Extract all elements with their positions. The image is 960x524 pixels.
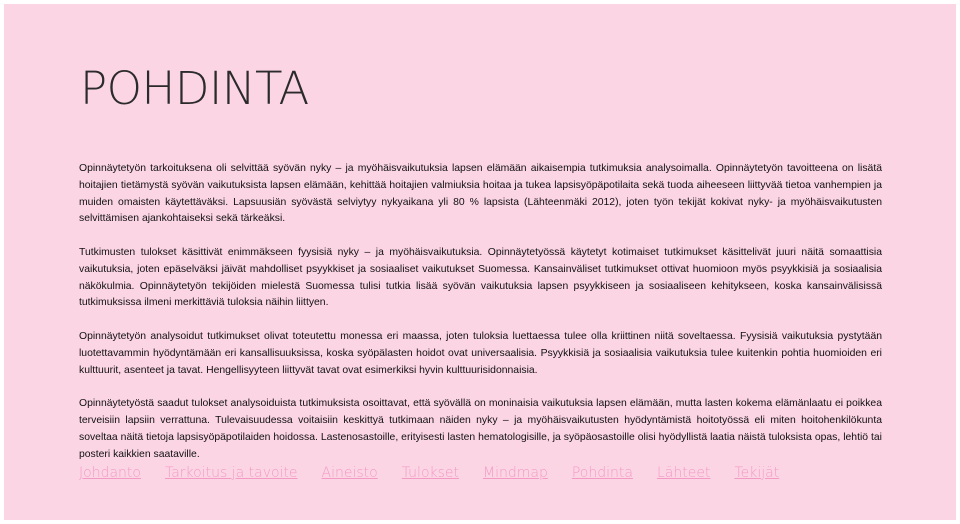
nav-link-pohdinta[interactable]: Pohdinta (571, 465, 633, 481)
paragraph: Opinnäytetyön analysoidut tutkimukset olivat toteutettu monessa eri maassa, joten tuloksia luettaessa tulee olla kriittinen niitä soveltaessa. Fyysisiä vaikutuksia pystytään luotettavammin hyödyntämään eri kansallisuuksissa, koska syöpälasten hoidot ovat universaalisia. Psyykkisiä ja sosiaalisia vaikutuksia tulee kuitenkin pohtia huomioiden eri kulttuurit, asenteet ja tavat. Hengellisyyteen liittyvät tavat ovat esimerkiksi hyvin kulttuurisidonnaisia. (79, 330, 882, 376)
navigation-bar (79, 465, 803, 481)
nav-link-lahteet[interactable]: Lähteet (656, 465, 711, 481)
nav-link-tulokset[interactable]: Tulokset (401, 465, 460, 481)
paragraph: Opinnäytetyöstä saadut tulokset analysoiduista tutkimuksista osoittavat, että syövällä on moninaisia vaikutuksia lapsen elämään, mutta lasten kokema elämänlaatu ei poikkea terveisiin lapsiin verrattuna. Tulevaisuudessa voitaisiin keskittyä tutkimaan näiden nyky – ja myöhäisvaikutusten hyödyntämistä hoitotyössä eli miten hoitohenkilökunta soveltaa näitä tietoja lapsisyöpäpotilaiden hoidossa. Lastenosastoille, erityisesti lasten hematologisille, ja syöpäosastoille olisi hyödyllistä laatia näistä tuloksista opas, lehtiö tai posteri kaikkien saataville. (79, 398, 882, 460)
nav-link-tekijat[interactable]: Tekijät (734, 465, 780, 481)
nav-link-tarkoitus-ja-tavoite[interactable]: Tarkoitus ja tavoite (164, 465, 298, 481)
nav-link-aineisto[interactable]: Aineisto (321, 465, 378, 481)
page-title: POHDINTA (80, 62, 309, 115)
content-body (79, 161, 882, 480)
nav-link-mindmap[interactable]: Mindmap (483, 465, 548, 481)
nav-link-johdanto[interactable]: Johdanto (79, 465, 141, 481)
paragraph: Tutkimusten tulokset käsittivät enimmäkseen fyysisiä nyky – ja myöhäisvaikutuksia. Opinnäytetyössä käytetyt kotimaiset tutkimukset käsittelivät juuri näitä somaattisia vaikutuksia, joten epäselväksi jäivät mahdolliset psyykkiset ja sosiaaliset vaikutukset Suomessa. Kansainväliset tutkimukset ottivat huomioon myös psyykkisiä ja sosiaalisia näkökulmia. Opinnäytetyön tekijöiden mielestä Suomessa tulisi tutkia lisää syövän vaikutuksia lapsen psyykkiseen ja sosiaaliseen kehitykseen, koska kansainvälisissä tutkimuksissa ilmeni merkittäviä tuloksia näihin liittyen. (79, 246, 882, 309)
paragraph: Opinnäytetyön tarkoituksena oli selvittää syövän nyky – ja myöhäisvaikutuksia lapsen elämään aikaisempia tutkimuksia analysoimalla. Opinnäytetyön tavoitteena on lisätä hoitajien tietämystä syövän vaikutuksista lapsen elämään, kehittää hoitajien valmiuksia hoitaa ja tukea lapsisyöpäpotilaita sekä tuoda aiheeseen liittyvää tietoa vanhempien ja muiden omaisten käytettäväksi. Lapsuusiän syövästä selviytyy nykyaikana yli 80 % lapsista (Lähteenmäki 2012), joten työn tekijät kokivat nyky- ja myöhäisvaikutusten selvittämisen ajankohtaiseksi sekä tärkeäksi. (79, 163, 882, 225)
slide (4, 4, 956, 520)
